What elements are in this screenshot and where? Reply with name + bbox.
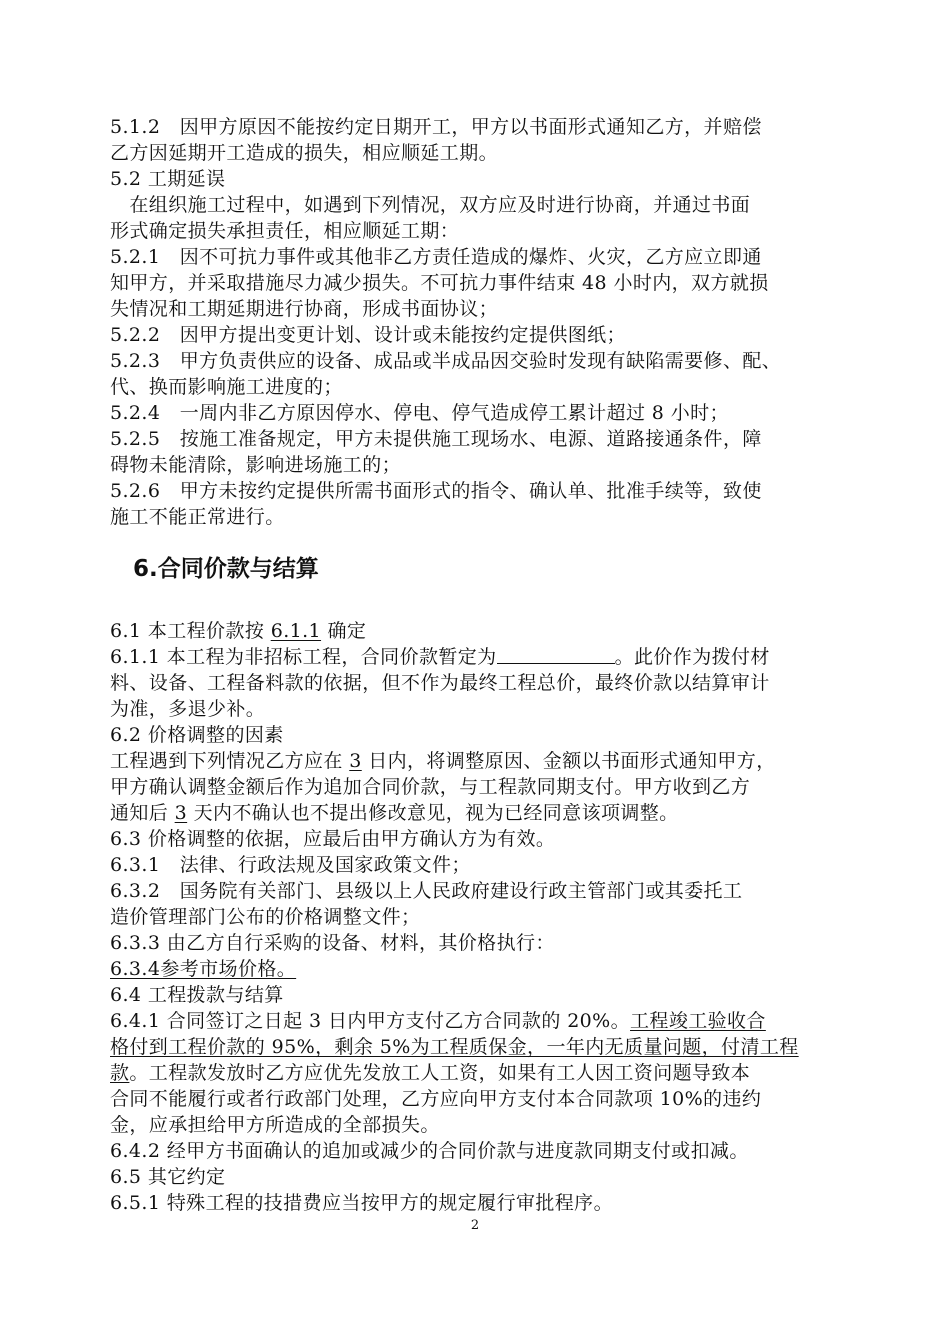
clause-text: 确定 <box>321 620 367 642</box>
clause-text: 通知后 <box>110 802 175 824</box>
text-line: 5.2 工期延误 <box>110 168 226 190</box>
text-line: 甲方确认调整金额后作为追加合同价款，与工程款同期支付。甲方收到乙方 <box>110 776 751 798</box>
text-line <box>110 748 845 774</box>
clause-6-5-1: 6.5.1 特殊工程的技措费应当按甲方的规定履行审批程序。 <box>110 1192 613 1214</box>
clause-6-3-1: 6.3.1 法律、行政法规及国家政策文件； <box>110 854 471 876</box>
text-line: 金，应承担给甲方所造成的全部损失。 <box>110 1114 440 1136</box>
clause-text: 6.1.1 本工程为非招标工程，合同价款暂定为 <box>110 646 497 668</box>
clause-6-4-2: 6.4.2 经甲方书面确认的追加或减少的合同价款与进度款同期支付或扣减。 <box>110 1140 749 1162</box>
clause-text: 天内不确认也不提出修改意见，视为已经同意该项调整。 <box>187 802 679 824</box>
text-line: 5.1.2 因甲方原因不能按约定日期开工，甲方以书面形式通知乙方，并赔偿 <box>110 116 762 138</box>
clause-6-1 <box>110 618 845 644</box>
text-line <box>110 1060 845 1086</box>
underlined-text: 3 <box>174 802 188 824</box>
clause-text: 日内，将调整原因、金额以书面形式通知甲方， <box>361 750 776 772</box>
text-line: 碍物未能清除，影响进场施工的； <box>110 454 402 476</box>
underlined-text: 格付到工程价款的 95%，剩余 5%为工程质保金，一年内无质量问题，付清工程 <box>110 1036 799 1058</box>
text-line <box>110 800 845 826</box>
clause-6-4: 6.4 工程拨款与结算 <box>110 984 284 1006</box>
clause-6-3-4: 6.3.4参考市场价格。 <box>110 958 297 980</box>
text-line: 失情况和工期延期进行协商，形成书面协议； <box>110 298 499 320</box>
text-line: 5.2.3 甲方负责供应的设备、成品或半成品因交验时发现有缺陷需要修、配、 <box>110 350 782 372</box>
text-line: 合同不能履行或者行政部门处理，乙方应向甲方支付本合同款项 10%的违约 <box>110 1088 762 1110</box>
clause-6-4-1 <box>110 1008 845 1034</box>
clause-6-3-3: 6.3.3 由乙方自行采购的设备、材料，其价格执行： <box>110 932 555 954</box>
clause-6-3: 6.3 价格调整的依据，应最后由甲方确认方为有效。 <box>110 828 556 850</box>
text-line: 料、设备、工程备料款的依据，但不作为最终工程总价，最终价款以结算审计 <box>110 672 770 694</box>
text-line: 形式确定损失承担责任，相应顺延工期： <box>110 220 460 242</box>
text-line: 5.2.2 因甲方提出变更计划、设计或未能按约定提供图纸； <box>110 324 626 346</box>
text-line: 造价管理部门公布的价格调整文件； <box>110 906 421 928</box>
text-line: 施工不能正常进行。 <box>110 506 285 528</box>
clause-6-1-1 <box>110 644 845 670</box>
section-heading: 6.合同价款与结算 <box>133 556 319 582</box>
blank-field <box>497 645 615 664</box>
text-line: 5.2.4 一周内非乙方原因停水、停电、停气造成停工累计超过 8 小时； <box>110 402 729 424</box>
clause-6-3-2: 6.3.2 国务院有关部门、县级以上人民政府建设行政主管部门或其委托工 <box>110 880 743 902</box>
text-line: 乙方因延期开工造成的损失，相应顺延工期。 <box>110 142 499 164</box>
underlined-text: 工程竣工验收合 <box>630 1010 766 1032</box>
clause-text: 。工程款发放时乙方应优先发放工人工资，如果有工人因工资问题导致本 <box>129 1062 751 1084</box>
clause-6-5: 6.5 其它约定 <box>110 1166 226 1188</box>
clause-text: 6.1 本工程价款按 <box>110 620 271 642</box>
text-line: 为准，多退少补。 <box>110 698 266 720</box>
underlined-text: 6.1.1 <box>270 620 322 642</box>
text-line: 5.2.1 因不可抗力事件或其他非乙方责任造成的爆炸、火灾，乙方应立即通 <box>110 246 762 268</box>
text-line: 5.2.6 甲方未按约定提供所需书面形式的指令、确认单、批准手续等，致使 <box>110 480 762 502</box>
page-number: 2 <box>470 1218 480 1233</box>
text-line: 代、换而影响施工进度的； <box>110 376 343 398</box>
underlined-text: 款 <box>110 1062 130 1084</box>
clause-text: 工程遇到下列情况乙方应在 <box>110 750 350 772</box>
clause-6-2: 6.2 价格调整的因素 <box>110 724 284 746</box>
text-line: 知甲方，并采取措施尽力减少损失。不可抗力事件结束 48 小时内，双方就损 <box>110 272 769 294</box>
text-line: 在组织施工过程中，如遇到下列情况，双方应及时进行协商，并通过书面 <box>110 194 751 216</box>
underlined-text: 3 <box>349 750 362 772</box>
text-line: 5.2.5 按施工准备规定，甲方未提供施工现场水、电源、道路接通条件，障 <box>110 428 762 450</box>
clause-text: 。此价作为拨付材 <box>614 646 770 668</box>
clause-text: 6.4.1 合同签订之日起 3 日内甲方支付乙方合同款的 20%。 <box>110 1010 631 1032</box>
